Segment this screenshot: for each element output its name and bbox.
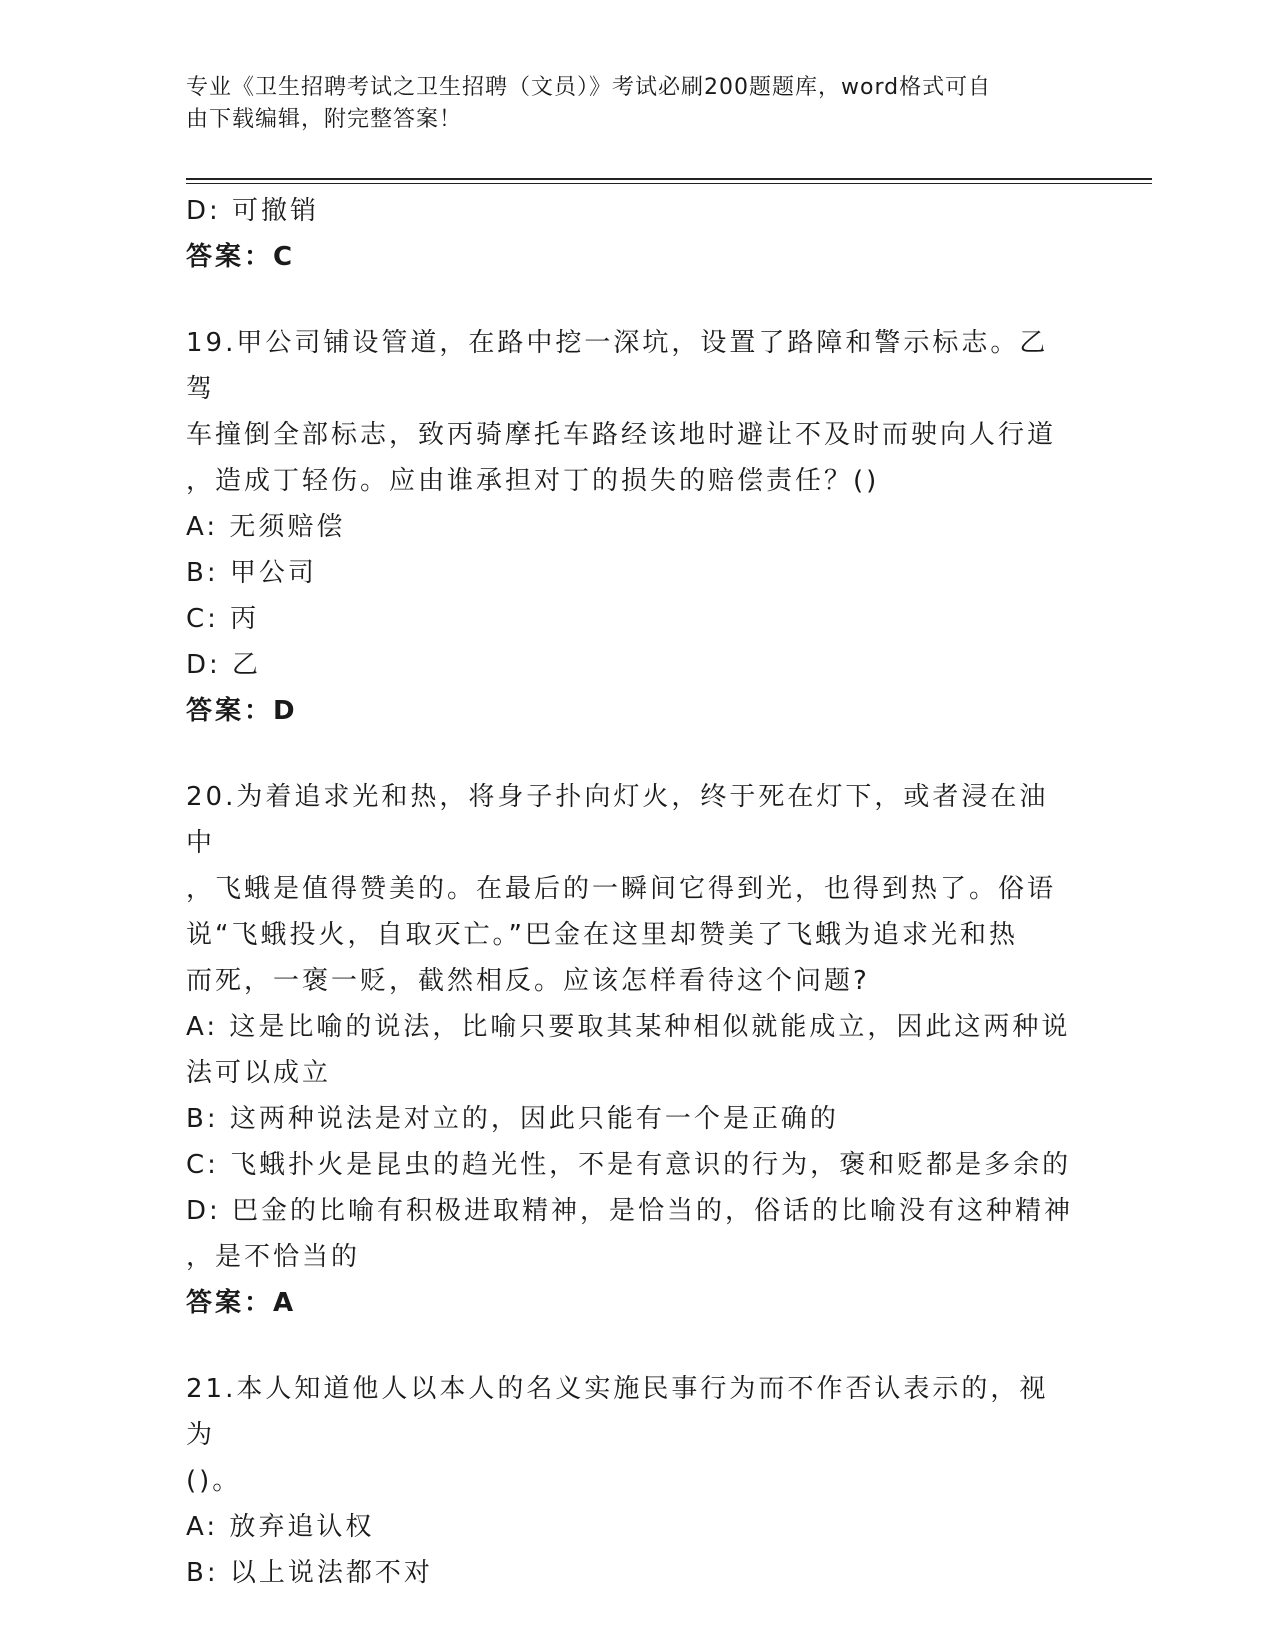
option-a: A: 这是比喻的说法，比喻只要取其某种相似就能成立，因此这两种说 [186,1012,1071,1042]
question-stem-line: 19.甲公司铺设管道，在路中挖一深坑，设置了路障和警示标志。乙驾 [186,328,1049,404]
option-b: B: 甲公司 [186,558,317,588]
question-stem-line: ，造成丁轻伤。应由谁承担对丁的损失的赔偿责任？() [186,466,880,496]
question-stem-line: ()。 [186,1466,242,1496]
option-d: D: 巴金的比喻有积极进取精神，是恰当的，俗话的比喻没有这种精神 [186,1196,1074,1226]
option-c: C: 丙 [186,604,260,634]
document-header [186,72,1066,136]
header-divider-thick [186,178,1152,180]
option-d: D: 乙 [186,650,262,680]
option-d: D: 可撤销 [186,196,320,226]
option-d-continued: ，是不恰当的 [186,1242,361,1272]
question-stem-line: 21.本人知道他人以本人的名义实施民事行为而不作否认表示的，视为 [186,1374,1049,1450]
question-gap [186,280,1076,320]
option-b: B: 这两种说法是对立的，因此只能有一个是正确的 [186,1104,839,1134]
document-body [186,188,1076,1596]
question-18-tail [186,188,1076,280]
option-c: C: 飞蛾扑火是昆虫的趋光性，不是有意识的行为，褒和贬都是多余的 [186,1150,1072,1180]
question-stem-line: 20.为着追求光和热，将身子扑向灯火，终于死在灯下，或者浸在油中 [186,782,1049,858]
question-20 [186,774,1076,1326]
header-title-line-2: 由下载编辑，附完整答案！ [186,107,463,132]
answer-line: 答案：A [186,1288,297,1318]
question-stem-line: 车撞倒全部标志，致丙骑摩托车路经该地时避让不及时而驶向人行道 [186,420,1057,450]
question-stem-line: 说“飞蛾投火，自取灭亡。”巴金在这里却赞美了飞蛾为追求光和热 [186,920,1018,950]
option-a: A: 放弃追认权 [186,1512,375,1542]
answer-line: 答案：D [186,696,298,726]
question-21 [186,1366,1076,1596]
question-gap [186,734,1076,774]
question-stem-line: ，飞蛾是值得赞美的。在最后的一瞬间它得到光，也得到热了。俗语 [186,874,1057,904]
header-title-line-1: 专业《卫生招聘考试之卫生招聘（文员）》考试必刷200题题库，word格式可自 [186,75,992,100]
option-a-continued: 法可以成立 [186,1058,332,1088]
question-stem-line: 而死，一褒一贬，截然相反。应该怎样看待这个问题? [186,966,870,996]
option-a: A: 无须赔偿 [186,512,346,542]
answer-line: 答案：C [186,242,296,272]
question-19 [186,320,1076,734]
header-divider-thin [186,183,1152,184]
option-b: B: 以上说法都不对 [186,1558,433,1588]
question-gap [186,1326,1076,1366]
